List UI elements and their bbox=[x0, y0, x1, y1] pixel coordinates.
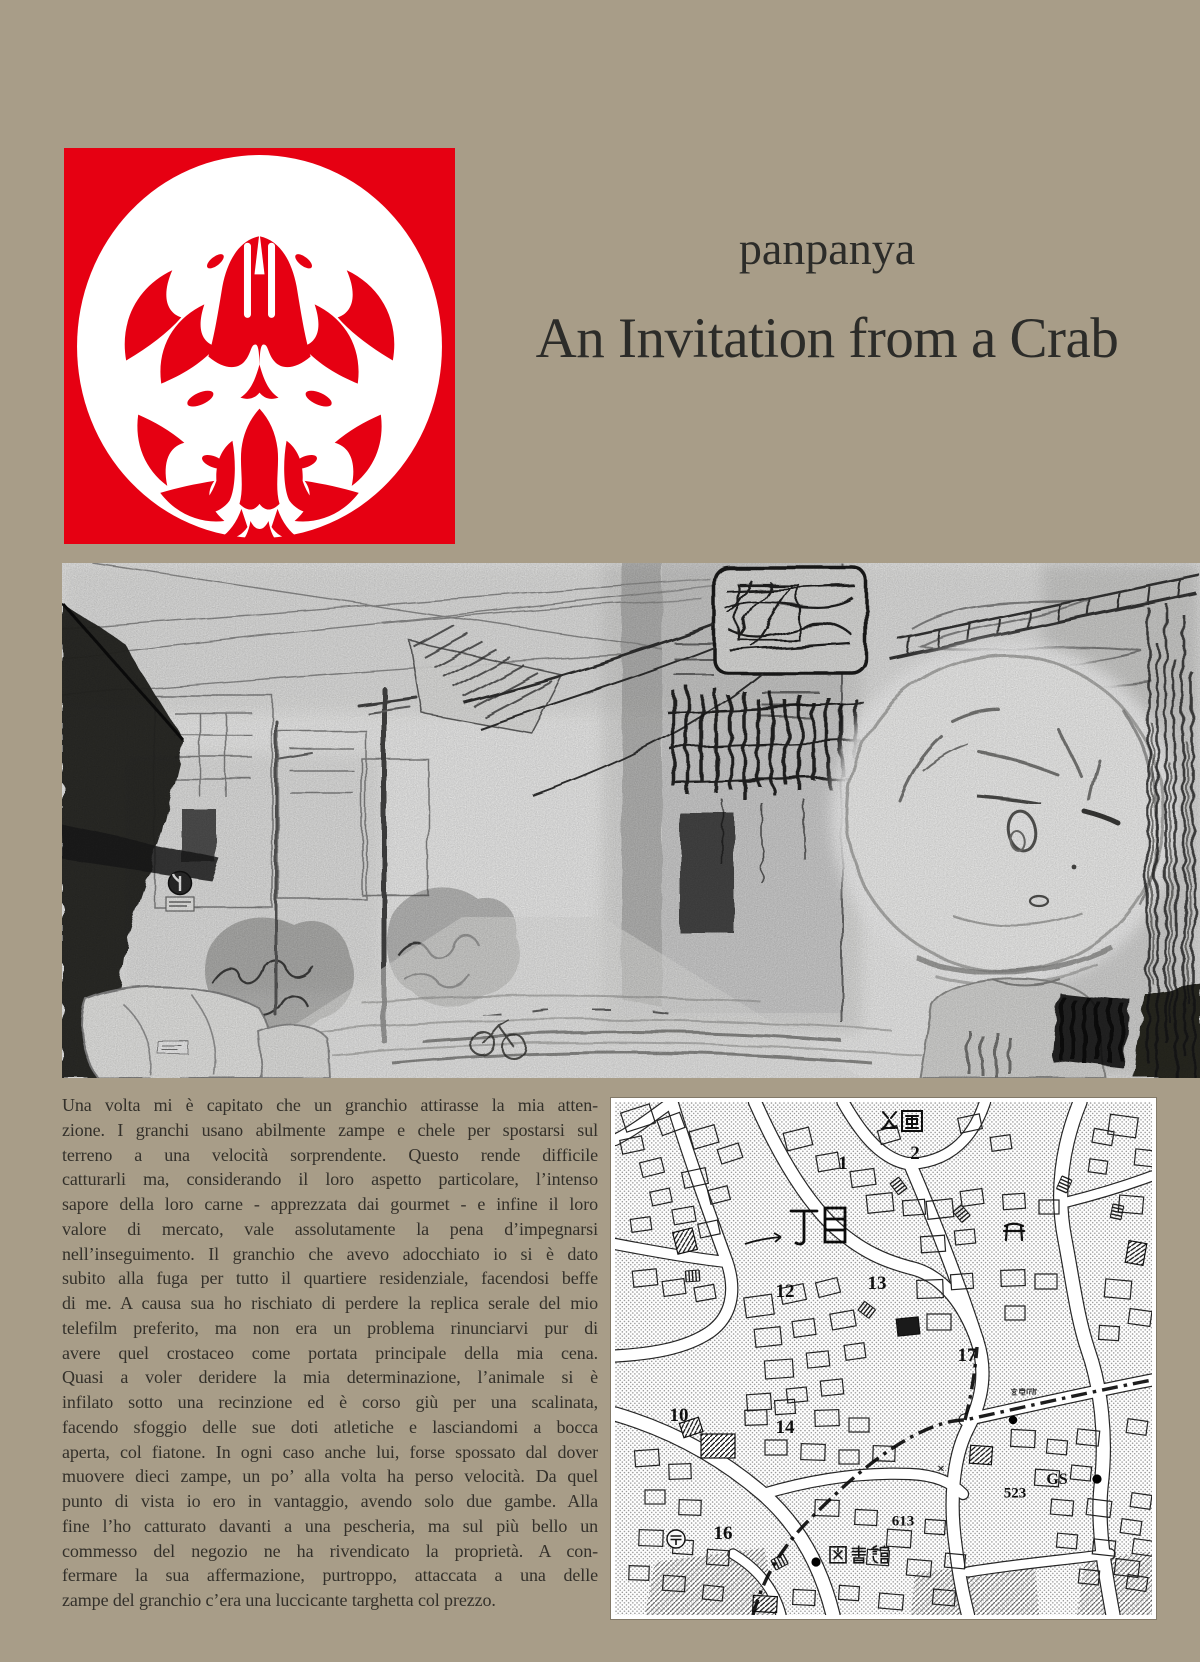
street-sketch-illustration bbox=[62, 563, 1200, 1078]
publisher-crest-logo bbox=[64, 148, 455, 544]
synopsis-line: sapore della loro carne - apprezzata dai gourmet - e infine il loro bbox=[62, 1194, 598, 1214]
synopsis-line: zione. I granchi usano abilmente zampe e chele per spostarsi sul bbox=[62, 1119, 598, 1140]
synopsis-line: nell’inseguimento. Il granchio che avevo adocchiato io si è dato bbox=[62, 1243, 598, 1264]
book-title: An Invitation from a Crab bbox=[535, 307, 1119, 370]
synopsis-line: telefilm preferito, ma non era un problema rinunciarvi pur di bbox=[62, 1317, 598, 1338]
synopsis-line: avere quel crostaceo come portata principale della mia cena. bbox=[62, 1342, 598, 1363]
synopsis-line: infilato sotto una recinzione ed è corso giù per una scalinata, bbox=[62, 1392, 598, 1412]
synopsis-line: muovere dieci zampe, un po’ alla volta ha perso velocità. Da quel bbox=[62, 1466, 598, 1487]
synopsis-line: Una volta mi è capitato che un granchio attirasse la mia atten- bbox=[62, 1095, 598, 1115]
author-name: panpanya bbox=[738, 223, 916, 274]
synopsis-line: catturarli ma, considerando il loro aspetto particolare, l’intenso bbox=[62, 1169, 598, 1190]
synopsis-line: fine l’ho catturato davanti a una pescheria, ma sul più bello un bbox=[62, 1515, 598, 1536]
map-label: 14 bbox=[775, 1417, 795, 1438]
synopsis-line: punto di vista io ero in vantaggio, avendo solo due gambe. Alla bbox=[62, 1491, 598, 1511]
crab-crest-icon bbox=[64, 148, 455, 544]
map-label: 13 bbox=[867, 1273, 887, 1294]
map-label: 16 bbox=[713, 1523, 733, 1544]
map-label: 10 bbox=[669, 1405, 689, 1426]
synopsis-line: zampe del granchio c’era una luccicante targhetta col prezzo. bbox=[62, 1590, 496, 1610]
synopsis-line: di me. A causa sua ho rischiato di perdere la replica serale del mio bbox=[62, 1293, 598, 1313]
map-label: 12 bbox=[775, 1281, 795, 1302]
street-sketch-svg bbox=[62, 563, 1200, 1078]
map-label: 523 bbox=[1003, 1485, 1027, 1502]
synopsis-line: terreno a una velocità sorprendente. Questo rende difficile bbox=[62, 1144, 598, 1165]
synopsis-line: subito alla fuga per tutto il quartiere residenziale, facendosi beffe bbox=[62, 1268, 598, 1289]
synopsis-line: fermare la sua affermazione, purtroppo, attaccata a una delle bbox=[62, 1565, 598, 1586]
synopsis-text bbox=[62, 1093, 598, 1613]
synopsis-line: Quasi a voler deridere la mia determinazione, l’animale si è bbox=[62, 1367, 598, 1388]
synopsis-line: commesso del negozio ne ha rivendicato la proprietà. A con- bbox=[62, 1540, 598, 1561]
map-label: GS bbox=[1046, 1471, 1068, 1488]
synopsis-line: facendo sfoggio delle sue doti atletiche e lasciandomi a bocca bbox=[62, 1416, 598, 1437]
map-label: 2 bbox=[910, 1143, 920, 1164]
synopsis-line: valore di mercato, vale assolutamente la pena d’impegnarsi bbox=[62, 1218, 598, 1239]
synopsis-line: aperta, col fiatone. In ogni caso anche lui, forse spossato dal dover bbox=[62, 1441, 598, 1462]
map-label: × bbox=[937, 1462, 945, 1477]
map-label: 17 bbox=[957, 1345, 977, 1366]
map-label: 613 bbox=[891, 1513, 915, 1530]
map-label: 1 bbox=[838, 1153, 848, 1174]
neighborhood-map bbox=[611, 1098, 1156, 1619]
